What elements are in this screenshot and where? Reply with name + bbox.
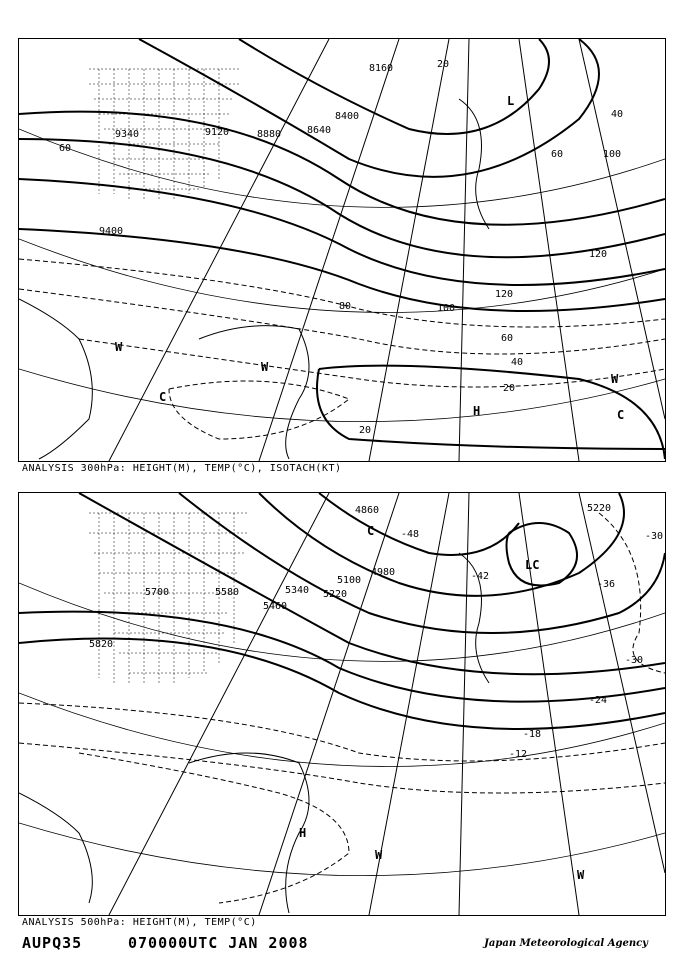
center-warm-w-east: W xyxy=(611,372,619,386)
height-label-9400: 9400 xyxy=(99,226,124,237)
height-label-5100: 5100 xyxy=(337,575,362,586)
temp-label-minus24: -24 xyxy=(589,695,608,706)
isotach-label-80: 80 xyxy=(339,301,352,312)
height-label-5580: 5580 xyxy=(215,587,240,598)
center-warm-w-west: W xyxy=(115,340,123,354)
temp-label-minus48: -48 xyxy=(401,529,420,540)
temp-label-minus30-east: -30 xyxy=(625,655,644,666)
isotach-label-60-west: 60 xyxy=(59,143,72,154)
temp-label-minus18: -18 xyxy=(523,729,542,740)
height-label-9340: 9340 xyxy=(115,129,140,140)
height-label-4980: 4980 xyxy=(371,567,396,578)
temp-label-minus30: -30 xyxy=(645,531,664,542)
height-label-8880: 8880 xyxy=(257,129,282,140)
height-label-5460: 5460 xyxy=(263,601,288,612)
center-warm-w-mid: W xyxy=(375,848,383,862)
isotach-label-100: 100 xyxy=(437,303,456,314)
hatched-region xyxy=(89,513,249,683)
height-contours xyxy=(19,39,665,459)
center-cold-c-east: C xyxy=(617,408,625,422)
isotherm-contours xyxy=(19,513,665,903)
valid-time: 070000UTC JAN 2008 xyxy=(128,934,309,952)
center-high-h: H xyxy=(473,404,481,418)
height-label-8400: 8400 xyxy=(335,111,360,122)
center-high-h: H xyxy=(299,826,307,840)
map-300hpa xyxy=(18,38,666,462)
coastline xyxy=(19,99,489,459)
chart-code: AUPQ35 xyxy=(22,934,83,952)
isotach-label-100-east: 100 xyxy=(603,149,622,160)
center-warm-w-east: W xyxy=(577,868,585,882)
height-label-5220: 5220 xyxy=(323,589,348,600)
temp-label-minus36: -36 xyxy=(597,579,616,590)
center-cold-c: C xyxy=(367,524,375,538)
isotach-label-40-south: 40 xyxy=(511,357,524,368)
height-label-5820: 5820 xyxy=(89,639,114,650)
height-label-5340: 5340 xyxy=(285,585,310,596)
isotach-label-20-south: 20 xyxy=(503,383,516,394)
isotach-label-120: 120 xyxy=(495,289,514,300)
temp-label-minus42: -42 xyxy=(471,571,490,582)
isotach-label-20-top: 20 xyxy=(437,59,450,70)
isotach-label-60-ne: 60 xyxy=(551,149,564,160)
agency-name: Japan Meteorological Agency xyxy=(484,938,648,949)
isotach-label-120-east: 120 xyxy=(589,249,608,260)
height-label-5220-east: 5220 xyxy=(587,503,612,514)
height-label-5700: 5700 xyxy=(145,587,170,598)
isotach-label-20-sw: 20 xyxy=(359,425,372,436)
height-label-8160: 8160 xyxy=(369,63,394,74)
center-low-l: L xyxy=(507,94,515,108)
graticule-parallels xyxy=(19,583,665,876)
map-500hpa xyxy=(18,492,666,916)
caption-500hpa: ANALYSIS 500hPa: HEIGHT(M), TEMP(°C) xyxy=(22,917,257,928)
temp-label-minus12: -12 xyxy=(509,749,528,760)
center-warm-w-mid: W xyxy=(261,360,269,374)
isotach-label-60-south: 60 xyxy=(501,333,514,344)
isotach-label-40: 40 xyxy=(611,109,624,120)
center-cold-c-west: C xyxy=(159,390,167,404)
height-label-4860: 4860 xyxy=(355,505,380,516)
center-low-cold-lc: LC xyxy=(525,558,540,572)
caption-300hpa: ANALYSIS 300hPa: HEIGHT(M), TEMP(°C), ISOTACH(KT) xyxy=(22,463,342,474)
height-label-8640: 8640 xyxy=(307,125,332,136)
map-300hpa-drawing xyxy=(19,39,665,461)
map-500hpa-drawing xyxy=(19,493,665,915)
graticule-meridians xyxy=(109,39,665,461)
height-label-9120: 9120 xyxy=(205,127,230,138)
height-contours xyxy=(19,493,665,729)
coastline xyxy=(19,553,489,913)
